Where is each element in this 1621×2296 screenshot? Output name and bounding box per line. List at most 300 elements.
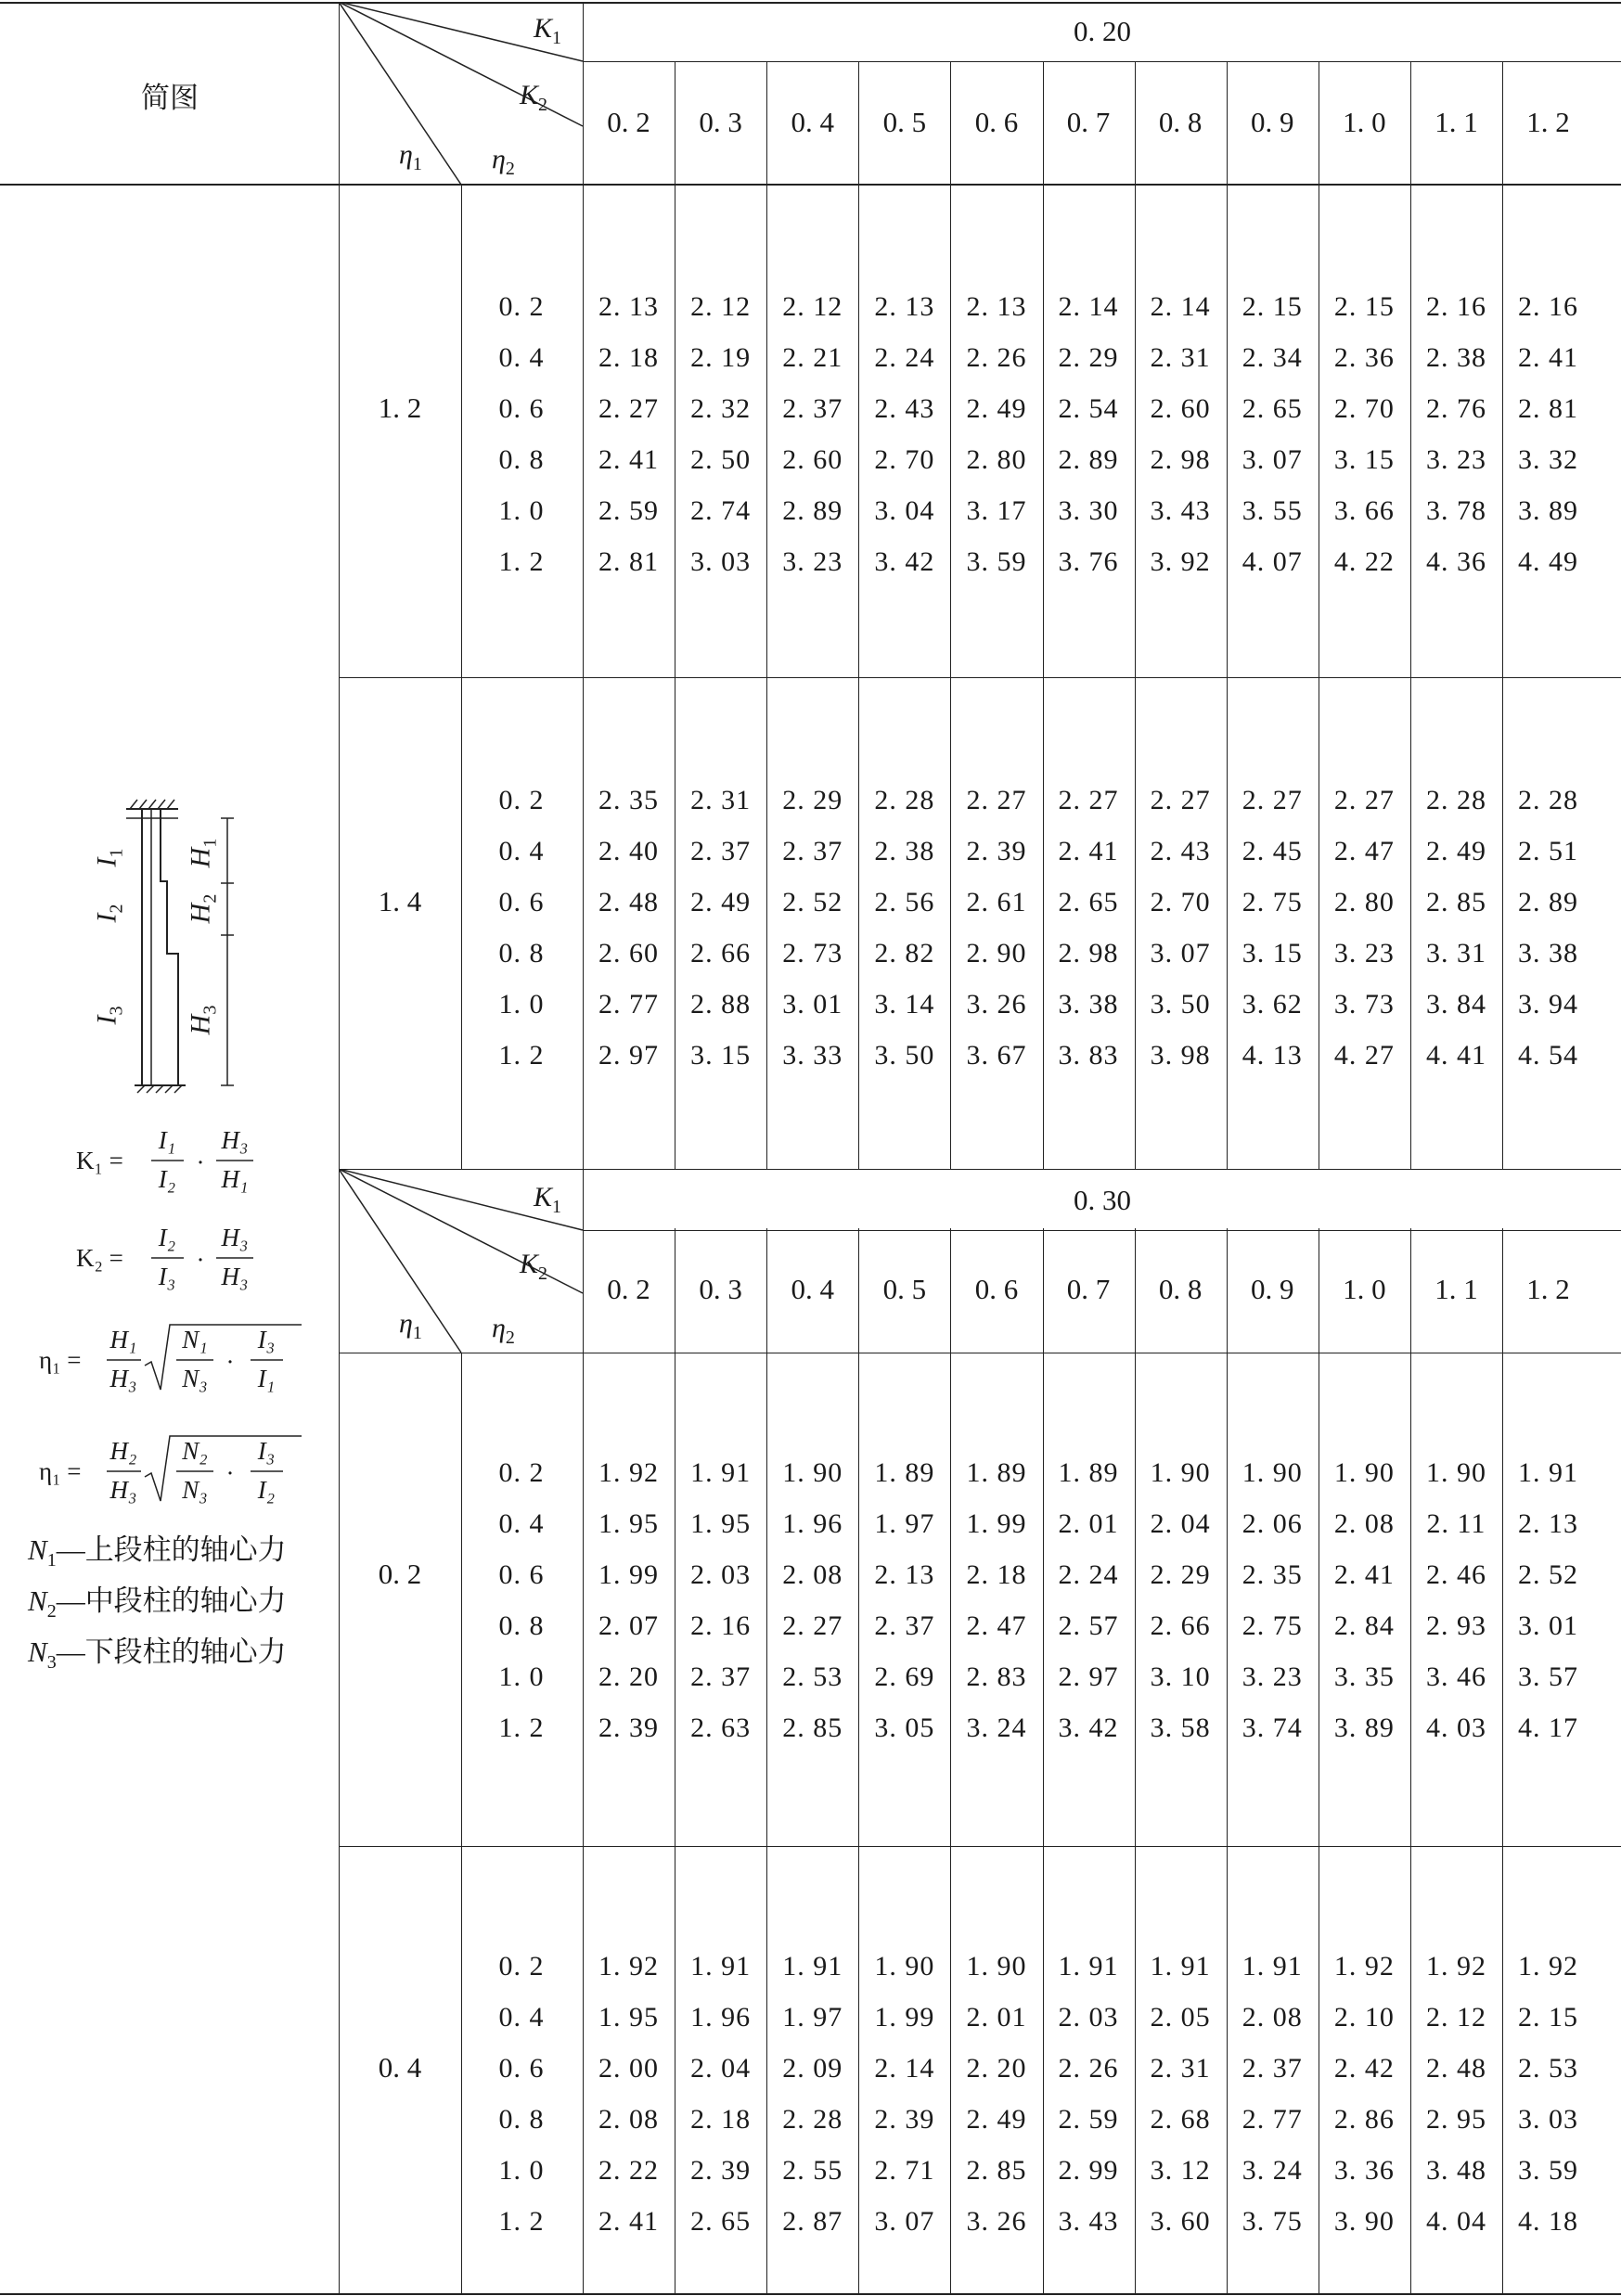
k1-subrule-2 xyxy=(583,1230,1621,1231)
table-cell: 2. 12 xyxy=(782,291,843,322)
table-cell: 4. 17 xyxy=(1518,1712,1579,1743)
eta1-axis-label: $\eta_1$ xyxy=(399,1308,422,1343)
table-cell: 2. 28 xyxy=(1425,785,1486,815)
table-cell: 3. 15 xyxy=(1333,444,1395,475)
table-cell: 2. 89 xyxy=(1518,887,1579,917)
table-cell: 2. 27 xyxy=(1241,785,1303,815)
table-cell: 3. 92 xyxy=(1150,546,1211,577)
table-cell: 2. 88 xyxy=(690,989,752,1020)
formula-eta2-den: H₃ xyxy=(109,1476,137,1504)
table-cell: 2. 48 xyxy=(1425,2053,1486,2084)
eta2-value: 0. 4 xyxy=(498,2002,545,2033)
table-cell: 2. 24 xyxy=(1058,1559,1119,1590)
formula-eta1-rnum2: I₃ xyxy=(257,1326,276,1353)
table-cell: 4. 49 xyxy=(1518,546,1579,577)
table-cell: 3. 84 xyxy=(1425,989,1486,1020)
table-cell: 2. 27 xyxy=(1333,785,1395,815)
table-cell: 3. 60 xyxy=(1150,2206,1211,2237)
table-cell: 3. 35 xyxy=(1333,1661,1395,1692)
table-cell: 1. 90 xyxy=(874,1951,935,1982)
table-cell: 1. 91 xyxy=(1518,1457,1579,1488)
table-cell: 3. 03 xyxy=(690,546,752,577)
table-cell: 4. 18 xyxy=(1518,2206,1579,2237)
k2-value-header: 0. 9 xyxy=(1251,1273,1294,1305)
table-cell: 2. 21 xyxy=(782,342,843,373)
table-cell: 2. 52 xyxy=(782,887,843,917)
table-cell: 2. 34 xyxy=(1241,342,1303,373)
k1-value-section2: 0. 30 xyxy=(1074,1184,1131,1216)
eta2-value: 0. 6 xyxy=(498,2053,545,2084)
table-cell: 2. 31 xyxy=(1150,342,1211,373)
table-cell: 2. 47 xyxy=(966,1610,1027,1641)
table-cell: 2. 41 xyxy=(598,444,660,475)
table-cell: 2. 12 xyxy=(1425,2002,1486,2033)
table-cell: 3. 98 xyxy=(1150,1040,1211,1071)
eta-divider-2 xyxy=(461,1353,462,2295)
formula-eta1-rnum1: N₁ xyxy=(182,1326,208,1353)
table-cell: 1. 95 xyxy=(598,2002,660,2033)
table-cell: 2. 16 xyxy=(690,1610,752,1641)
table-cell: 3. 67 xyxy=(966,1040,1027,1071)
table-cell: 2. 70 xyxy=(1333,393,1395,424)
column-divider xyxy=(1135,1228,1136,2295)
note-n1: $N_1—$上段柱的轴心力 xyxy=(28,1533,287,1571)
table-cell: 2. 66 xyxy=(690,938,752,968)
table-cell: 2. 28 xyxy=(874,785,935,815)
table-cell: 2. 98 xyxy=(1150,444,1211,475)
table-cell: 2. 65 xyxy=(1241,393,1303,424)
k2-value-header: 0. 8 xyxy=(1158,1273,1203,1305)
table-cell: 2. 10 xyxy=(1333,2002,1395,2033)
table-cell: 2. 14 xyxy=(1150,291,1211,322)
diagram-label-i2: $I_2$ xyxy=(91,904,127,923)
column-divider xyxy=(1043,61,1044,1169)
table-cell: 2. 61 xyxy=(966,887,1027,917)
table-cell: 2. 35 xyxy=(598,785,660,815)
diagram-label-i3: $I_3$ xyxy=(91,1006,127,1025)
table-cell: 4. 03 xyxy=(1425,1712,1486,1743)
table-cell: 1. 97 xyxy=(782,2002,843,2033)
table-cell: 2. 13 xyxy=(874,1559,935,1590)
table-cell: 2. 36 xyxy=(1333,342,1395,373)
table-cell: 2. 12 xyxy=(690,291,752,322)
k2-value-header: 0. 8 xyxy=(1158,106,1203,138)
column-divider xyxy=(1135,61,1136,1169)
eta2-value: 0. 2 xyxy=(498,291,545,322)
column-divider xyxy=(858,1228,859,2295)
table-cell: 1. 90 xyxy=(1425,1457,1486,1488)
table-cell: 4. 36 xyxy=(1425,546,1486,577)
table-cell: 2. 66 xyxy=(1150,1610,1211,1641)
table-cell: 3. 43 xyxy=(1150,495,1211,526)
column-divider xyxy=(1502,1228,1503,2295)
group-separator xyxy=(339,1846,1621,1847)
eta2-value: 1. 2 xyxy=(498,1712,545,1743)
k2-value-header: 0. 5 xyxy=(882,106,927,138)
table-cell: 2. 68 xyxy=(1150,2104,1211,2135)
table-cell: 2. 80 xyxy=(1333,887,1395,917)
table-cell: 3. 07 xyxy=(874,2206,935,2237)
sidebar-divider xyxy=(339,2,340,2295)
table-cell: 2. 16 xyxy=(1518,291,1579,322)
table-cell: 2. 14 xyxy=(1058,291,1119,322)
table-cell: 3. 62 xyxy=(1241,989,1303,1020)
table-cell: 2. 47 xyxy=(1333,836,1395,866)
table-cell: 2. 48 xyxy=(598,887,660,917)
eta1-value: 1. 4 xyxy=(378,885,422,917)
formula-eta2-rnum1: N₂ xyxy=(182,1437,208,1465)
eta2-value: 0. 6 xyxy=(498,393,545,424)
table-cell: 1. 92 xyxy=(598,1951,660,1982)
table-cell: 2. 13 xyxy=(966,291,1027,322)
table-cell: 3. 33 xyxy=(782,1040,843,1071)
table-cell: 2. 04 xyxy=(690,2053,752,2084)
table-cell: 2. 37 xyxy=(1241,2053,1303,2084)
table-cell: 2. 85 xyxy=(1425,887,1486,917)
table-cell: 1. 91 xyxy=(690,1951,752,1982)
table-cell: 3. 15 xyxy=(1241,938,1303,968)
formula-k2-num2: H₃ xyxy=(221,1224,249,1251)
table-cell: 2. 14 xyxy=(874,2053,935,2084)
table-cell: 3. 50 xyxy=(1150,989,1211,1020)
k2-value-header: 0. 6 xyxy=(974,106,1019,138)
eta2-axis-label: $\eta_2$ xyxy=(492,144,515,179)
formula-k2-lhs: K₂ = xyxy=(76,1244,123,1272)
table-cell: 3. 55 xyxy=(1241,495,1303,526)
table-cell: 2. 20 xyxy=(966,2053,1027,2084)
table-cell: 3. 15 xyxy=(690,1040,752,1071)
table-cell: 2. 37 xyxy=(690,1661,752,1692)
table-cell: 3. 07 xyxy=(1150,938,1211,968)
formula-eta2-rden1: N₃ xyxy=(182,1476,208,1504)
column-divider xyxy=(1410,1228,1411,2295)
table-cell: 3. 74 xyxy=(1241,1712,1303,1743)
table-cell: 3. 89 xyxy=(1333,1712,1395,1743)
table-cell: 4. 27 xyxy=(1333,1040,1395,1071)
note-n2: $N_2—$中段柱的轴心力 xyxy=(28,1584,287,1623)
table-cell: 4. 07 xyxy=(1241,546,1303,577)
table-cell: 2. 29 xyxy=(782,785,843,815)
table-cell: 2. 24 xyxy=(874,342,935,373)
table-cell: 2. 81 xyxy=(598,546,660,577)
k1-axis-label: $K_1$ xyxy=(534,1182,562,1217)
column-divider xyxy=(766,1228,767,2295)
k2-value-header: 0. 6 xyxy=(974,1273,1019,1305)
table-cell: 3. 38 xyxy=(1058,989,1119,1020)
table-cell: 1. 89 xyxy=(874,1457,935,1488)
table-cell: 2. 32 xyxy=(690,393,752,424)
table-cell: 2. 08 xyxy=(598,2104,660,2135)
table-cell: 2. 18 xyxy=(690,2104,752,2135)
k2-value-header: 1. 0 xyxy=(1343,106,1386,138)
table-cell: 2. 59 xyxy=(598,495,660,526)
table-cell: 2. 97 xyxy=(598,1040,660,1071)
table-cell: 1. 95 xyxy=(598,1508,660,1539)
formula-block xyxy=(19,1113,334,1521)
table-cell: 2. 43 xyxy=(1150,836,1211,866)
table-cell: 2. 08 xyxy=(782,1559,843,1590)
table-cell: 2. 53 xyxy=(1518,2053,1579,2084)
table-cell: 2. 80 xyxy=(966,444,1027,475)
table-cell: 1. 96 xyxy=(690,2002,752,2033)
eta2-value: 0. 8 xyxy=(498,938,545,968)
eta2-value: 0. 8 xyxy=(498,2104,545,2135)
table-cell: 2. 73 xyxy=(782,938,843,968)
column-divider xyxy=(950,61,951,1169)
column-divider xyxy=(1043,1228,1044,2295)
k2-value-header: 0. 9 xyxy=(1251,106,1294,138)
table-cell: 2. 27 xyxy=(782,1610,843,1641)
formula-eta2-num: H₂ xyxy=(109,1437,137,1465)
table-cell: 3. 75 xyxy=(1241,2206,1303,2237)
table-cell: 2. 69 xyxy=(874,1661,935,1692)
k2-value-header: 1. 1 xyxy=(1434,1273,1478,1305)
table-cell: 2. 07 xyxy=(598,1610,660,1641)
formula-dot: · xyxy=(225,1459,235,1487)
eta1-value: 0. 4 xyxy=(378,2051,422,2084)
table-cell: 2. 65 xyxy=(690,2206,752,2237)
table-cell: 2. 39 xyxy=(874,2104,935,2135)
table-cell: 2. 41 xyxy=(1518,342,1579,373)
table-cell: 3. 05 xyxy=(874,1712,935,1743)
k2-value-header: 0. 4 xyxy=(791,1273,834,1305)
table-cell: 2. 31 xyxy=(1150,2053,1211,2084)
table-cell: 1. 99 xyxy=(598,1559,660,1590)
table-cell: 1. 90 xyxy=(1333,1457,1395,1488)
table-cell: 3. 24 xyxy=(1241,2155,1303,2186)
table-cell: 3. 38 xyxy=(1518,938,1579,968)
eta2-axis-label: $\eta_2$ xyxy=(492,1313,515,1348)
table-cell: 3. 94 xyxy=(1518,989,1579,1020)
eta2-value: 1. 0 xyxy=(498,495,545,526)
table-cell: 1. 92 xyxy=(1518,1951,1579,1982)
table-cell: 2. 99 xyxy=(1058,2155,1119,2186)
table-cell: 2. 26 xyxy=(966,342,1027,373)
table-cell: 4. 13 xyxy=(1241,1040,1303,1071)
table-cell: 3. 50 xyxy=(874,1040,935,1071)
table-cell: 2. 29 xyxy=(1150,1559,1211,1590)
eta2-value: 1. 0 xyxy=(498,1661,545,1692)
formula-k2-den1: I₃ xyxy=(158,1263,176,1290)
table-cell: 2. 37 xyxy=(782,836,843,866)
table-cell: 2. 27 xyxy=(1150,785,1211,815)
table-cell: 2. 05 xyxy=(1150,2002,1211,2033)
table-cell: 2. 38 xyxy=(1425,342,1486,373)
eta2-value: 0. 8 xyxy=(498,1610,545,1641)
column-divider xyxy=(1227,1228,1228,2295)
table-cell: 2. 35 xyxy=(1241,1559,1303,1590)
column-divider xyxy=(766,61,767,1169)
eta1-value: 0. 2 xyxy=(378,1558,422,1590)
table-cell: 2. 74 xyxy=(690,495,752,526)
table-cell: 3. 23 xyxy=(1425,444,1486,475)
table-cell: 1. 90 xyxy=(966,1951,1027,1982)
formula-k1-lhs: K₁ = xyxy=(76,1147,123,1174)
k2-value-header: 1. 2 xyxy=(1526,106,1570,138)
table-cell: 2. 52 xyxy=(1518,1559,1579,1590)
k2-value-header: 0. 3 xyxy=(699,106,742,138)
table-cell: 3. 42 xyxy=(1058,1712,1119,1743)
table-cell: 2. 41 xyxy=(1058,836,1119,866)
table-cell: 2. 90 xyxy=(966,938,1027,968)
table-cell: 2. 39 xyxy=(690,2155,752,2186)
table-cell: 3. 04 xyxy=(874,495,935,526)
table-cell: 1. 91 xyxy=(1058,1951,1119,1982)
k1-subrule xyxy=(583,61,1621,62)
k2-value-header: 0. 2 xyxy=(607,1273,650,1305)
table-cell: 3. 83 xyxy=(1058,1040,1119,1071)
table-cell: 2. 37 xyxy=(782,393,843,424)
column-divider xyxy=(950,1228,951,2295)
table-cell: 2. 41 xyxy=(598,2206,660,2237)
formula-eta1-rden2: I₁ xyxy=(257,1365,276,1392)
k2-value-header: 0. 5 xyxy=(882,1273,927,1305)
table-cell: 2. 95 xyxy=(1425,2104,1486,2135)
eta2-value: 0. 2 xyxy=(498,1951,545,1982)
eta2-value: 1. 2 xyxy=(498,546,545,577)
table-cell: 2. 00 xyxy=(598,2053,660,2084)
table-cell: 3. 24 xyxy=(966,1712,1027,1743)
table-cell: 4. 22 xyxy=(1333,546,1395,577)
table-cell: 1. 92 xyxy=(1425,1951,1486,1982)
table-cell: 2. 57 xyxy=(1058,1610,1119,1641)
table-cell: 3. 90 xyxy=(1333,2206,1395,2237)
table-cell: 2. 50 xyxy=(690,444,752,475)
table-cell: 2. 13 xyxy=(1518,1508,1579,1539)
table-cell: 2. 70 xyxy=(1150,887,1211,917)
table-cell: 2. 70 xyxy=(874,444,935,475)
table-cell: 3. 30 xyxy=(1058,495,1119,526)
table-cell: 2. 01 xyxy=(1058,1508,1119,1539)
eta2-value: 0. 4 xyxy=(498,836,545,866)
table-cell: 2. 60 xyxy=(598,938,660,968)
k1-value-section1: 0. 20 xyxy=(1074,15,1131,47)
k1-axis-label: $K_1$ xyxy=(534,13,562,48)
table-cell: 2. 27 xyxy=(598,393,660,424)
table-cell: 2. 19 xyxy=(690,342,752,373)
table-cell: 1. 97 xyxy=(874,1508,935,1539)
table-cell: 2. 43 xyxy=(874,393,935,424)
table-cell: 2. 85 xyxy=(782,1712,843,1743)
table-cell: 2. 29 xyxy=(1058,342,1119,373)
eta1-axis-label: $\eta_1$ xyxy=(399,139,422,174)
table-cell: 2. 77 xyxy=(1241,2104,1303,2135)
table-cell: 3. 12 xyxy=(1150,2155,1211,2186)
table-cell: 1. 90 xyxy=(1241,1457,1303,1488)
eta2-value: 0. 4 xyxy=(498,1508,545,1539)
table-cell: 2. 15 xyxy=(1241,291,1303,322)
diagram-label-h2: $H_2$ xyxy=(185,893,221,924)
formula-eta2-rden2: I₂ xyxy=(257,1476,276,1504)
formula-k1-num2: H₃ xyxy=(221,1126,249,1154)
table-cell: 1. 99 xyxy=(874,2002,935,2033)
table-cell: 3. 73 xyxy=(1333,989,1395,1020)
table-cell: 2. 60 xyxy=(782,444,843,475)
k2-value-header: 1. 2 xyxy=(1526,1273,1570,1305)
formula-dot: · xyxy=(196,1246,205,1274)
table-cell: 2. 04 xyxy=(1150,1508,1211,1539)
table-cell: 1. 91 xyxy=(1150,1951,1211,1982)
table-cell: 2. 46 xyxy=(1425,1559,1486,1590)
table-cell: 1. 99 xyxy=(966,1508,1027,1539)
table-cell: 2. 49 xyxy=(966,2104,1027,2135)
table-cell: 3. 10 xyxy=(1150,1661,1211,1692)
eta2-divider-1 xyxy=(583,184,584,1169)
table-cell: 2. 97 xyxy=(1058,1661,1119,1692)
table-cell: 2. 71 xyxy=(874,2155,935,2186)
table-cell: 2. 39 xyxy=(966,836,1027,866)
table-cell: 2. 59 xyxy=(1058,2104,1119,2135)
table-cell: 2. 13 xyxy=(874,291,935,322)
table-cell: 3. 58 xyxy=(1150,1712,1211,1743)
table-cell: 2. 87 xyxy=(782,2206,843,2237)
eta2-value: 0. 6 xyxy=(498,887,545,917)
table-cell: 2. 15 xyxy=(1333,291,1395,322)
k2-axis-label: $K_2$ xyxy=(520,1249,548,1284)
eta2-value: 0. 2 xyxy=(498,785,545,815)
column-divider xyxy=(1410,61,1411,1169)
table-cell: 4. 41 xyxy=(1425,1040,1486,1071)
table-cell: 3. 14 xyxy=(874,989,935,1020)
formula-eta1-rden1: N₃ xyxy=(182,1365,208,1392)
group-separator xyxy=(339,677,1621,678)
table-cell: 2. 27 xyxy=(1058,785,1119,815)
table-cell: 2. 75 xyxy=(1241,1610,1303,1641)
table-cell: 1. 92 xyxy=(598,1457,660,1488)
table-cell: 4. 54 xyxy=(1518,1040,1579,1071)
table-cell: 2. 89 xyxy=(1058,444,1119,475)
table-cell: 2. 85 xyxy=(966,2155,1027,2186)
eta2-value: 1. 0 xyxy=(498,2155,545,2186)
table-cell: 2. 49 xyxy=(1425,836,1486,866)
table-cell: 3. 48 xyxy=(1425,2155,1486,2186)
table-cell: 2. 76 xyxy=(1425,393,1486,424)
table-cell: 2. 06 xyxy=(1241,1508,1303,1539)
column-divider xyxy=(858,61,859,1169)
table-cell: 1. 89 xyxy=(1058,1457,1119,1488)
table-cell: 2. 09 xyxy=(782,2053,843,2084)
k2-value-header: 1. 0 xyxy=(1343,1273,1386,1305)
table-cell: 1. 90 xyxy=(782,1457,843,1488)
top-rule xyxy=(0,2,1621,4)
table-cell: 3. 59 xyxy=(966,546,1027,577)
eta2-divider-2 xyxy=(583,1353,584,2295)
table-cell: 2. 86 xyxy=(1333,2104,1395,2135)
formula-eta1-num: H₁ xyxy=(109,1326,137,1353)
table-cell: 2. 03 xyxy=(690,1559,752,1590)
k2-value-header: 1. 1 xyxy=(1434,106,1478,138)
column-divider xyxy=(1502,61,1503,1169)
table-cell: 3. 01 xyxy=(782,989,843,1020)
table-cell: 2. 28 xyxy=(782,2104,843,2135)
table-cell: 2. 63 xyxy=(690,1712,752,1743)
table-cell: 2. 37 xyxy=(690,836,752,866)
table-cell: 3. 66 xyxy=(1333,495,1395,526)
table-cell: 2. 37 xyxy=(874,1610,935,1641)
table-cell: 3. 32 xyxy=(1518,444,1579,475)
table-cell: 2. 65 xyxy=(1058,887,1119,917)
table-cell: 2. 41 xyxy=(1333,1559,1395,1590)
table-cell: 2. 89 xyxy=(782,495,843,526)
column-divider xyxy=(1227,61,1228,1169)
eta1-value: 1. 2 xyxy=(378,391,422,424)
table-cell: 3. 23 xyxy=(782,546,843,577)
table-cell: 3. 78 xyxy=(1425,495,1486,526)
table-cell: 2. 81 xyxy=(1518,393,1579,424)
k2-value-header: 0. 7 xyxy=(1066,106,1111,138)
table-cell: 3. 26 xyxy=(966,989,1027,1020)
table-cell: 2. 03 xyxy=(1058,2002,1119,2033)
